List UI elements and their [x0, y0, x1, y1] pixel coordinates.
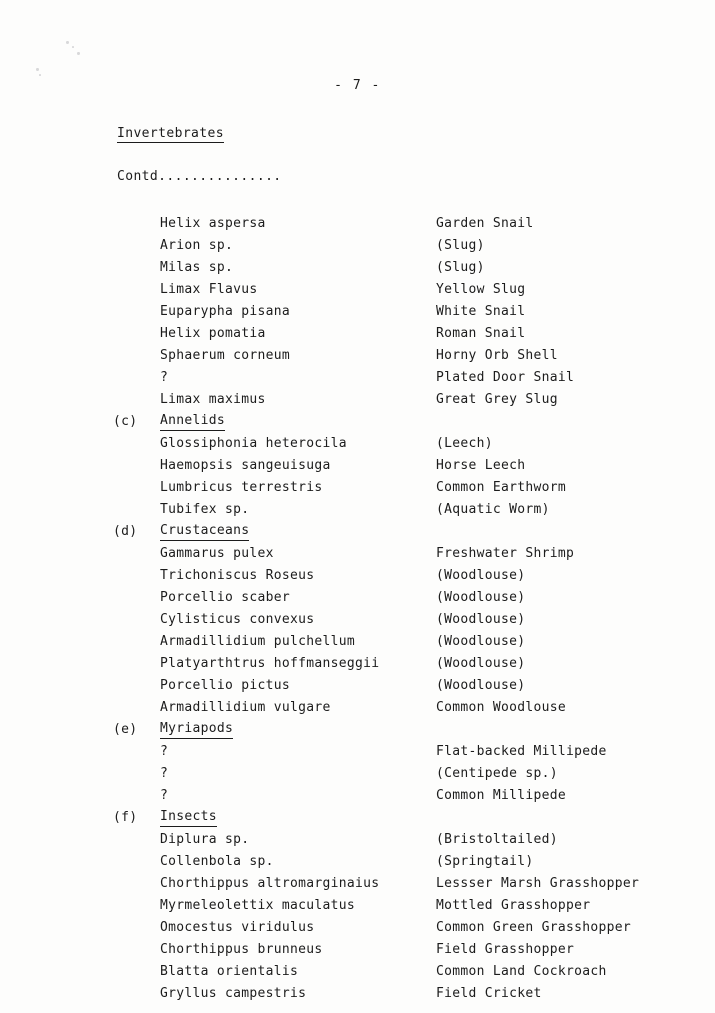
species-row [0, 631, 715, 653]
species-latin-name: Chorthippus brunneus [160, 942, 323, 957]
species-row [0, 961, 715, 983]
species-latin-name: Blatta orientalis [160, 964, 299, 979]
species-row [0, 543, 715, 565]
species-latin-name: Sphaerum corneum [160, 348, 291, 363]
species-common-name: Field Cricket [436, 986, 542, 1001]
species-row [0, 697, 715, 719]
species-latin-name: ? [160, 744, 169, 759]
species-common-name: Flat-backed Millipede [436, 744, 607, 759]
species-common-name: Plated Door Snail [436, 370, 575, 385]
species-row [0, 587, 715, 609]
group-marker: (e) [113, 722, 138, 737]
species-common-name: (Slug) [436, 238, 485, 253]
species-common-name: (Slug) [436, 260, 485, 275]
species-common-name: (Springtail) [436, 854, 534, 869]
scan-speckle [72, 46, 74, 48]
scan-speckle [77, 52, 80, 55]
species-row [0, 433, 715, 455]
species-latin-name: Gryllus campestris [160, 986, 307, 1001]
species-latin-name: Porcellio pictus [160, 678, 291, 693]
species-latin-name: Milas sp. [160, 260, 234, 275]
species-row [0, 499, 715, 521]
species-common-name: (Centipede sp.) [436, 766, 558, 781]
group-name: Crustaceans [160, 521, 249, 541]
species-latin-name: Limax maximus [160, 392, 266, 407]
group-heading-row [0, 807, 715, 829]
species-common-name: (Leech) [436, 436, 493, 451]
page-title: Invertebrates [117, 126, 224, 141]
species-common-name: Common Land Cockroach [436, 964, 607, 979]
group-marker: (f) [113, 810, 138, 825]
species-latin-name: Omocestus viridulus [160, 920, 315, 935]
species-row [0, 257, 715, 279]
species-latin-name: Armadillidium vulgare [160, 700, 331, 715]
species-row [0, 279, 715, 301]
species-latin-name: ? [160, 766, 169, 781]
species-row [0, 455, 715, 477]
species-latin-name: Helix pomatia [160, 326, 266, 341]
group-heading-row [0, 521, 715, 543]
species-common-name: Mottled Grasshopper [436, 898, 591, 913]
species-common-name: Yellow Slug [436, 282, 526, 297]
species-latin-name: ? [160, 370, 169, 385]
species-common-name: Common Earthworm [436, 480, 567, 495]
species-latin-name: Trichoniscus Roseus [160, 568, 315, 583]
species-row [0, 675, 715, 697]
species-row [0, 235, 715, 257]
species-row [0, 983, 715, 1005]
scan-speckle [39, 74, 41, 76]
species-latin-name: Cylisticus convexus [160, 612, 315, 627]
species-common-name: (Bristoltailed) [436, 832, 558, 847]
species-row [0, 367, 715, 389]
species-latin-name: Euparypha pisana [160, 304, 291, 319]
species-common-name: (Woodlouse) [436, 568, 526, 583]
species-latin-name: ? [160, 788, 169, 803]
group-marker: (c) [113, 414, 138, 429]
species-common-name: (Woodlouse) [436, 612, 526, 627]
species-common-name: Garden Snail [436, 216, 534, 231]
species-latin-name: Lumbricus terrestris [160, 480, 323, 495]
species-latin-name: Platyarthtrus hoffmanseggii [160, 656, 380, 671]
species-common-name: Horny Orb Shell [436, 348, 558, 363]
species-row [0, 389, 715, 411]
species-latin-name: Limax Flavus [160, 282, 258, 297]
species-row [0, 895, 715, 917]
species-latin-name: Gammarus pulex [160, 546, 274, 561]
species-latin-name: Glossiphonia heterocila [160, 436, 347, 451]
species-common-name: (Woodlouse) [436, 656, 526, 671]
species-common-name: (Woodlouse) [436, 590, 526, 605]
species-common-name: Freshwater Shrimp [436, 546, 575, 561]
species-list [0, 213, 715, 1005]
group-name: Myriapods [160, 719, 233, 739]
continued-label: Contd............... [117, 169, 282, 184]
page-number: - 7 - [334, 78, 381, 93]
species-common-name: Common Millipede [436, 788, 567, 803]
species-row [0, 345, 715, 367]
species-row [0, 829, 715, 851]
species-common-name: Common Woodlouse [436, 700, 567, 715]
species-row [0, 653, 715, 675]
species-common-name: Field Grasshopper [436, 942, 575, 957]
species-common-name: Common Green Grasshopper [436, 920, 632, 935]
group-name: Insects [160, 807, 217, 827]
species-row [0, 763, 715, 785]
scan-speckle [66, 41, 69, 44]
species-latin-name: Tubifex sp. [160, 502, 250, 517]
species-row [0, 477, 715, 499]
species-latin-name: Chorthippus altromarginaius [160, 876, 380, 891]
scan-speckle [36, 68, 39, 71]
species-latin-name: Myrmeleolettix maculatus [160, 898, 356, 913]
species-row [0, 609, 715, 631]
group-marker: (d) [113, 524, 138, 539]
species-row [0, 785, 715, 807]
species-row [0, 851, 715, 873]
species-latin-name: Collenbola sp. [160, 854, 274, 869]
species-row [0, 565, 715, 587]
species-latin-name: Arion sp. [160, 238, 234, 253]
species-latin-name: Porcellio scaber [160, 590, 291, 605]
species-row [0, 213, 715, 235]
species-common-name: (Woodlouse) [436, 678, 526, 693]
species-common-name: White Snail [436, 304, 526, 319]
species-row [0, 323, 715, 345]
species-common-name: (Aquatic Worm) [436, 502, 550, 517]
species-row [0, 873, 715, 895]
species-latin-name: Haemopsis sangeuisuga [160, 458, 331, 473]
species-common-name: Horse Leech [436, 458, 526, 473]
species-row [0, 301, 715, 323]
species-row [0, 741, 715, 763]
species-common-name: Lessser Marsh Grasshopper [436, 876, 640, 891]
species-latin-name: Helix aspersa [160, 216, 266, 231]
group-heading-row [0, 719, 715, 741]
species-latin-name: Diplura sp. [160, 832, 250, 847]
group-name: Annelids [160, 411, 225, 431]
species-row [0, 939, 715, 961]
species-row [0, 917, 715, 939]
species-common-name: Roman Snail [436, 326, 526, 341]
species-latin-name: Armadillidium pulchellum [160, 634, 356, 649]
species-common-name: (Woodlouse) [436, 634, 526, 649]
group-heading-row [0, 411, 715, 433]
species-common-name: Great Grey Slug [436, 392, 558, 407]
